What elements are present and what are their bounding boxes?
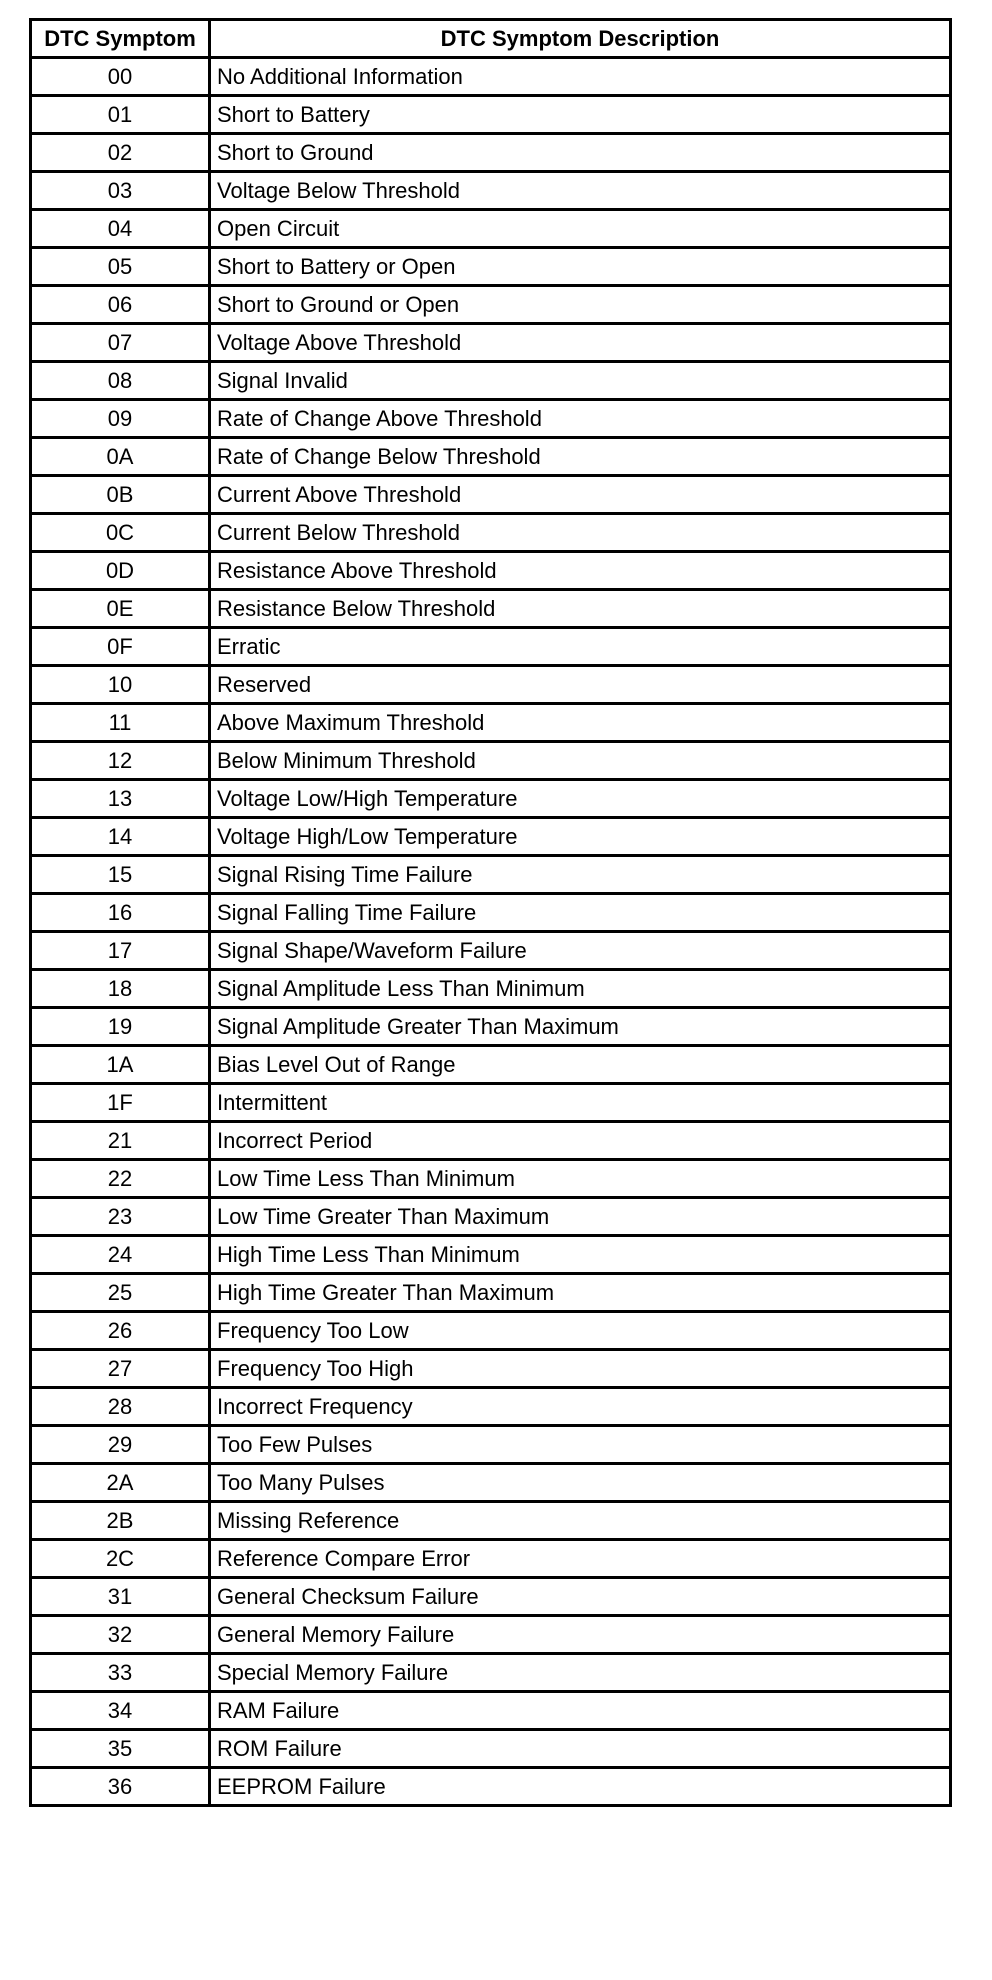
table-row [31, 286, 951, 324]
table-row [31, 1692, 951, 1730]
table-row [31, 1616, 951, 1654]
dtc-code-cell: 18 [31, 970, 210, 1008]
dtc-description-cell: Signal Invalid [210, 362, 951, 400]
dtc-code-cell: 03 [31, 172, 210, 210]
table-row [31, 324, 951, 362]
dtc-code-cell: 04 [31, 210, 210, 248]
dtc-code-cell: 2C [31, 1540, 210, 1578]
dtc-description-cell: General Memory Failure [210, 1616, 951, 1654]
dtc-description-cell: No Additional Information [210, 58, 951, 96]
dtc-description-cell: Reserved [210, 666, 951, 704]
dtc-code-cell: 0E [31, 590, 210, 628]
dtc-description-cell: Voltage Below Threshold [210, 172, 951, 210]
dtc-description-cell: Above Maximum Threshold [210, 704, 951, 742]
table-row [31, 780, 951, 818]
dtc-code-cell: 1A [31, 1046, 210, 1084]
table-body [31, 58, 951, 1806]
dtc-code-cell: 36 [31, 1768, 210, 1806]
dtc-code-cell: 31 [31, 1578, 210, 1616]
dtc-description-cell: Short to Ground [210, 134, 951, 172]
dtc-code-cell: 13 [31, 780, 210, 818]
dtc-description-cell: Erratic [210, 628, 951, 666]
dtc-code-cell: 33 [31, 1654, 210, 1692]
table-row [31, 210, 951, 248]
table-row [31, 1084, 951, 1122]
table-row [31, 628, 951, 666]
dtc-code-cell: 0C [31, 514, 210, 552]
dtc-code-cell: 05 [31, 248, 210, 286]
dtc-description-cell: Open Circuit [210, 210, 951, 248]
dtc-code-cell: 2A [31, 1464, 210, 1502]
table-row [31, 1046, 951, 1084]
dtc-code-cell: 28 [31, 1388, 210, 1426]
table-row [31, 704, 951, 742]
dtc-description-cell: Current Above Threshold [210, 476, 951, 514]
dtc-code-cell: 17 [31, 932, 210, 970]
table-row [31, 856, 951, 894]
dtc-code-cell: 22 [31, 1160, 210, 1198]
table-row [31, 134, 951, 172]
dtc-description-cell: Incorrect Frequency [210, 1388, 951, 1426]
dtc-description-cell: Signal Amplitude Less Than Minimum [210, 970, 951, 1008]
table-row [31, 1730, 951, 1768]
table-row [31, 1768, 951, 1806]
dtc-description-cell: Bias Level Out of Range [210, 1046, 951, 1084]
dtc-code-cell: 1F [31, 1084, 210, 1122]
dtc-description-cell: Signal Amplitude Greater Than Maximum [210, 1008, 951, 1046]
dtc-description-cell: General Checksum Failure [210, 1578, 951, 1616]
dtc-code-cell: 29 [31, 1426, 210, 1464]
dtc-code-cell: 16 [31, 894, 210, 932]
dtc-description-cell: High Time Greater Than Maximum [210, 1274, 951, 1312]
dtc-code-cell: 01 [31, 96, 210, 134]
dtc-code-cell: 07 [31, 324, 210, 362]
dtc-code-cell: 12 [31, 742, 210, 780]
dtc-description-cell: Low Time Greater Than Maximum [210, 1198, 951, 1236]
dtc-symptom-table [29, 18, 952, 1807]
dtc-description-cell: Incorrect Period [210, 1122, 951, 1160]
dtc-code-cell: 0D [31, 552, 210, 590]
dtc-code-cell: 0F [31, 628, 210, 666]
dtc-code-cell: 08 [31, 362, 210, 400]
dtc-description-cell: Below Minimum Threshold [210, 742, 951, 780]
table-row [31, 1388, 951, 1426]
table-row [31, 172, 951, 210]
header-row [31, 20, 951, 58]
dtc-code-cell: 27 [31, 1350, 210, 1388]
table-row [31, 1274, 951, 1312]
dtc-code-cell: 0B [31, 476, 210, 514]
dtc-code-cell: 15 [31, 856, 210, 894]
dtc-description-cell: RAM Failure [210, 1692, 951, 1730]
dtc-description-cell: Voltage Above Threshold [210, 324, 951, 362]
table-row [31, 1426, 951, 1464]
dtc-code-cell: 09 [31, 400, 210, 438]
dtc-description-cell: Short to Ground or Open [210, 286, 951, 324]
dtc-description-cell: Special Memory Failure [210, 1654, 951, 1692]
table-row [31, 96, 951, 134]
dtc-description-cell: High Time Less Than Minimum [210, 1236, 951, 1274]
dtc-code-cell: 23 [31, 1198, 210, 1236]
dtc-code-cell: 25 [31, 1274, 210, 1312]
table-row [31, 742, 951, 780]
table-row [31, 932, 951, 970]
table-row [31, 248, 951, 286]
table-row [31, 894, 951, 932]
dtc-description-cell: Resistance Above Threshold [210, 552, 951, 590]
table-header [31, 20, 951, 58]
dtc-code-cell: 35 [31, 1730, 210, 1768]
dtc-description-cell: Signal Shape/Waveform Failure [210, 932, 951, 970]
dtc-description-cell: Resistance Below Threshold [210, 590, 951, 628]
header-dtc-symptom: DTC Symptom [31, 20, 210, 58]
table-row [31, 1236, 951, 1274]
table-row [31, 1160, 951, 1198]
dtc-code-cell: 34 [31, 1692, 210, 1730]
table-row [31, 1198, 951, 1236]
table-row [31, 1578, 951, 1616]
dtc-code-cell: 0A [31, 438, 210, 476]
table-row [31, 362, 951, 400]
dtc-code-cell: 19 [31, 1008, 210, 1046]
table-row [31, 1350, 951, 1388]
dtc-code-cell: 24 [31, 1236, 210, 1274]
table-row [31, 1464, 951, 1502]
table-row [31, 58, 951, 96]
dtc-description-cell: EEPROM Failure [210, 1768, 951, 1806]
dtc-description-cell: Short to Battery or Open [210, 248, 951, 286]
table-row [31, 1008, 951, 1046]
table-row [31, 438, 951, 476]
dtc-description-cell: Intermittent [210, 1084, 951, 1122]
dtc-code-cell: 32 [31, 1616, 210, 1654]
table-row [31, 1654, 951, 1692]
table-row [31, 1122, 951, 1160]
dtc-description-cell: Low Time Less Than Minimum [210, 1160, 951, 1198]
table-row [31, 400, 951, 438]
dtc-code-cell: 26 [31, 1312, 210, 1350]
dtc-code-cell: 00 [31, 58, 210, 96]
dtc-description-cell: Voltage High/Low Temperature [210, 818, 951, 856]
table-row [31, 970, 951, 1008]
dtc-code-cell: 21 [31, 1122, 210, 1160]
dtc-code-cell: 10 [31, 666, 210, 704]
table-row [31, 476, 951, 514]
dtc-description-cell: Current Below Threshold [210, 514, 951, 552]
table-row [31, 818, 951, 856]
dtc-description-cell: Missing Reference [210, 1502, 951, 1540]
table-row [31, 552, 951, 590]
dtc-description-cell: Reference Compare Error [210, 1540, 951, 1578]
dtc-code-cell: 11 [31, 704, 210, 742]
dtc-description-cell: Too Many Pulses [210, 1464, 951, 1502]
dtc-description-cell: Frequency Too Low [210, 1312, 951, 1350]
table-row [31, 1502, 951, 1540]
table-row [31, 1312, 951, 1350]
dtc-description-cell: Short to Battery [210, 96, 951, 134]
dtc-code-cell: 14 [31, 818, 210, 856]
dtc-description-cell: ROM Failure [210, 1730, 951, 1768]
dtc-code-cell: 02 [31, 134, 210, 172]
dtc-code-cell: 2B [31, 1502, 210, 1540]
table-row [31, 590, 951, 628]
dtc-description-cell: Rate of Change Below Threshold [210, 438, 951, 476]
header-dtc-symptom-description: DTC Symptom Description [210, 20, 951, 58]
dtc-description-cell: Too Few Pulses [210, 1426, 951, 1464]
table-row [31, 514, 951, 552]
dtc-description-cell: Voltage Low/High Temperature [210, 780, 951, 818]
table-row [31, 666, 951, 704]
dtc-description-cell: Frequency Too High [210, 1350, 951, 1388]
dtc-description-cell: Rate of Change Above Threshold [210, 400, 951, 438]
dtc-description-cell: Signal Falling Time Failure [210, 894, 951, 932]
table-row [31, 1540, 951, 1578]
dtc-code-cell: 06 [31, 286, 210, 324]
dtc-description-cell: Signal Rising Time Failure [210, 856, 951, 894]
